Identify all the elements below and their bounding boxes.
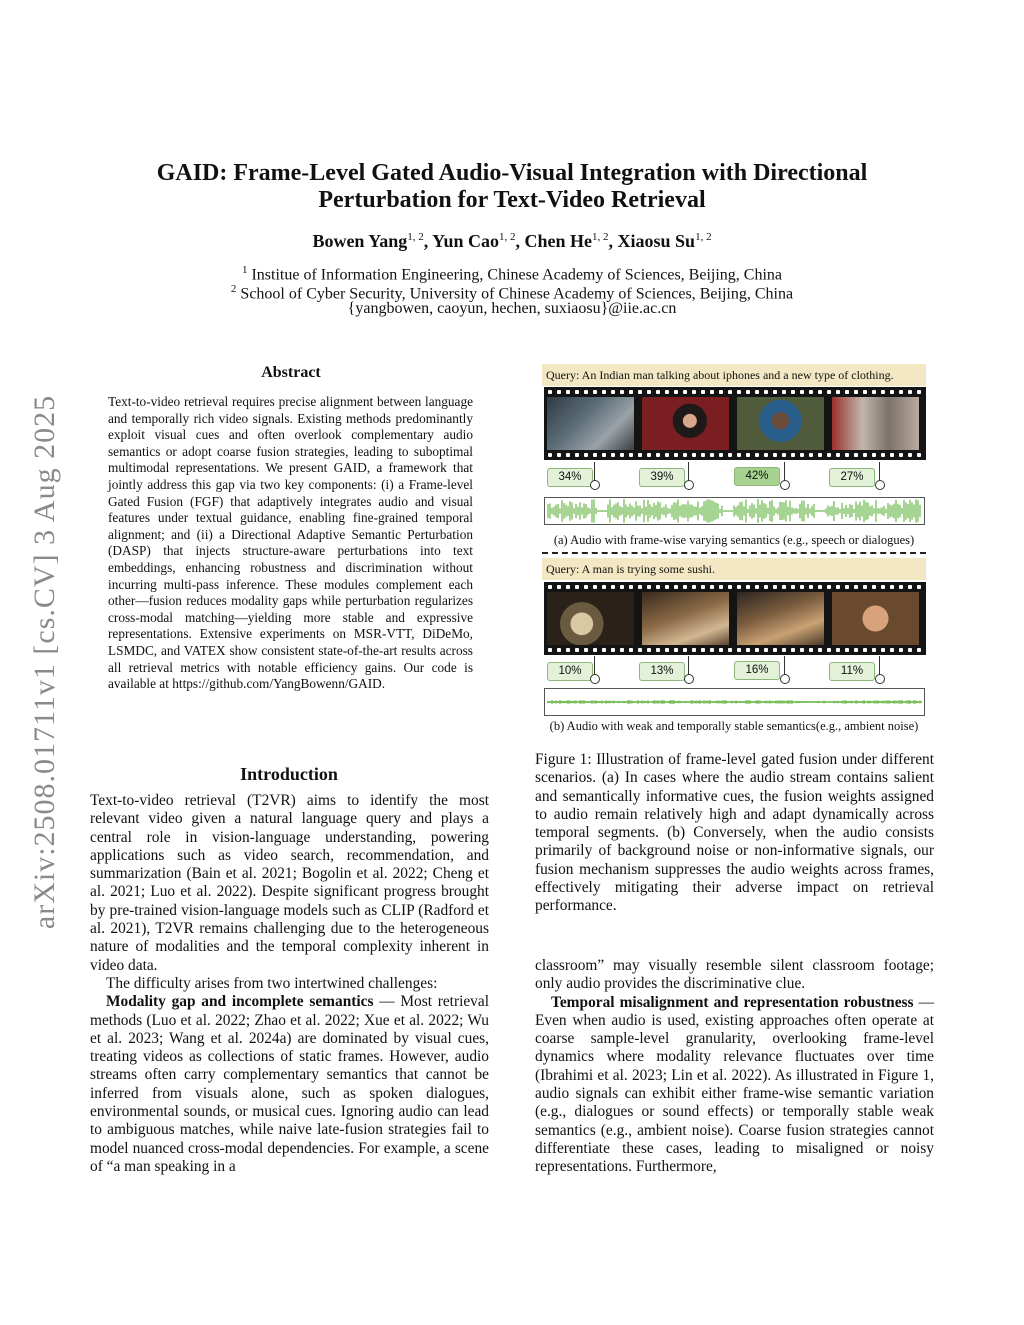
gate-knob-icon — [875, 674, 885, 684]
waveform-icon — [545, 689, 924, 715]
gate-knob-icon — [590, 480, 600, 490]
author-emails: {yangbowen, caoyun, hechen, suxiaosu}@iie.ac.cn — [347, 300, 677, 317]
audio-weight-badge: 42% — [734, 467, 780, 486]
title-line-2: Perturbation for Text-Video Retrieval — [318, 187, 706, 213]
author: Xiaosu Su$^{1, 2}$ — [617, 231, 712, 251]
title-line-1: GAID: Frame-Level Gated Audio-Visual Integration with Directional — [156, 160, 868, 186]
video-frame — [547, 592, 634, 645]
gate-knob-icon — [780, 674, 790, 684]
right-column-body — [535, 957, 934, 1177]
gate-knob-icon — [684, 480, 694, 490]
body-paragraph: classroom” may visually resemble silent classroom footage; only audio provides the discriminative clue. — [535, 957, 934, 993]
figure-divider — [542, 552, 926, 554]
figure-caption: Figure 1: Illustration of frame-level gated fusion under different scenarios. (a) In cases where the audio stream contains salient and semantically informative cues, the fusion weights assigned to audio remain relatively high and adapt dynamically across temporal segments. (b) Conversely, when the audio consists primarily of background noise or non-informative signals, our fusion mechanism suppresses the audio weights across frames, effectively mitigating their adverse impact on retrieval performance. — [535, 751, 934, 915]
video-frame — [642, 592, 729, 645]
arxiv-id: arXiv:2508.01711v1 [cs.CV] 3 Aug 2025 — [28, 394, 61, 930]
film-strip-b — [544, 582, 926, 655]
video-frame — [547, 397, 634, 450]
audio-waveform-b — [544, 688, 925, 716]
subcaption-b: (b) Audio with weak and temporally stable semantics(e.g., ambient noise) — [549, 719, 919, 733]
paper-title — [120, 160, 904, 214]
audio-weight-badge: 34% — [547, 468, 593, 487]
intro-paragraph: Modality gap and incomplete semantics — Most retrieval methods (Luo et al. 2022; Zhao et al. 2022; Xue et al. 2022; Wu et al. 2023; Wang et al. 2024a) are dominated by visual cues, treating videos as collections of static frames. However, audio streams often carry complementary semantics that cannot be inferred from visuals alone, such as spoken dialogues, environmental sounds, or musical cues. Ignoring audio can lead to ambiguous matches, while naive late-fusion strategies fail to model nuanced cross-modal dependencies. For example, a scene of “a man speaking in a — [90, 993, 489, 1175]
abstract-text: Text-to-video retrieval requires precise alignment between language and temporally rich video signals. Existing methods predominantly exploit visual cues and often overlook complementary audio semantics or adopt coarse fusion strategies, leading to suboptimal multimodal representations. We present GAID, a framework that jointly address this gap via two key components: (i) a Frame-level Gated Fusion (FGF) that adaptively integrates audio and visual features under textual guidance, enabling fine-grained temporal alignment; and (ii) a Directional Adaptive Semantic Perturbation (DASP) that injects structure-aware perturbations into text embeddings, enhancing robustness and discrimination without incurring multi-pass inference. These modules complement each other—fusion reduces modality gaps while perturbation regularizes cross-modal matching—yielding more stable and expressive representations. Extensive experiments on MSR-VTT, DiDeMo, LSMDC, and VATEX show consistent state-of-the-art results across all retrieval metrics with notable efficiency gains. Our code is available at https://github.com/YangBowenn/GAID. — [108, 394, 473, 692]
introduction-heading: Introduction — [240, 764, 338, 784]
video-frame — [832, 397, 919, 450]
waveform-icon — [545, 498, 924, 524]
video-frame — [832, 592, 919, 645]
film-strip-a — [544, 387, 926, 460]
audio-weight-badge: 13% — [639, 662, 685, 681]
challenge-title: Temporal misalignment and representation robustness — [551, 993, 914, 1011]
audio-weight-badge: 16% — [734, 661, 780, 680]
gate-knob-icon — [684, 674, 694, 684]
video-frame — [737, 592, 824, 645]
author: Chen He$^{1, 2}$, — [524, 231, 618, 251]
author: Bowen Yang$^{1, 2}$, — [312, 231, 433, 251]
video-frame — [737, 397, 824, 450]
intro-paragraph: The difficulty arises from two intertwined challenges: — [106, 974, 438, 992]
video-frame — [642, 397, 729, 450]
author: Yun Cao$^{1, 2}$, — [432, 231, 525, 251]
body-paragraph: Temporal misalignment and representation robustness — Even when audio is used, existing approaches often operate at coarse sample-level granularity, overlooking frame-level dynamics where modality relevance fluctuates over time (Ibrahimi et al. 2023; Lin et al. 2022). As illustrated in Figure 1, audio signals can exhibit either frame-wise semantic variation (e.g., dialogues or sound effects) or temporally stable weak semantics (e.g., ambient noise). Coarse fusion strategies cannot differentiate these cases, leading to misaligned or noisy representations. Furthermore, — [535, 993, 934, 1176]
query-a: Query: An Indian man talking about iphones and a new type of clothing. — [542, 364, 926, 386]
audio-weight-badge: 27% — [829, 468, 875, 487]
gate-knob-icon — [780, 480, 790, 490]
audio-weight-badge: 10% — [547, 662, 593, 681]
gate-knob-icon — [590, 674, 600, 684]
gate-knob-icon — [875, 480, 885, 490]
query-b: Query: A man is trying some sushi. — [542, 558, 926, 580]
audio-weight-badge: 39% — [639, 468, 685, 487]
intro-paragraph: Text-to-video retrieval (T2VR) aims to identify the most relevant video given a natural language query and plays a central role in vision-language understanding, powering applications such as video search, recommendation, and summarization (Bain et al. 2021; Bogolin et al. 2022; Cheng et al. 2021; Luo et al. 2022). Despite significant progress brought by pre-trained vision-language models such as CLIP (Radford et al. 2021), T2VR remains challenging due to the heterogeneous nature of modalities and the temporal complexity inherent in video data. — [90, 792, 489, 974]
challenge-title: Modality gap and incomplete semantics — [106, 993, 374, 1011]
audio-waveform-a — [544, 497, 925, 525]
affiliation-2: $^2$ School of Cyber Security, University of Chinese Academy of Sciences, Beijing, China — [230, 283, 794, 303]
introduction-body — [90, 792, 489, 1176]
affiliation-1: $^1$ Institue of Information Engineering, Chinese Academy of Sciences, Beijing, China — [241, 264, 783, 284]
abstract-heading: Abstract — [261, 364, 321, 381]
author-list — [120, 231, 904, 252]
audio-weight-badge: 11% — [829, 662, 875, 681]
subcaption-a: (a) Audio with frame-wise varying semantics (e.g., speech or dialogues) — [553, 533, 915, 547]
